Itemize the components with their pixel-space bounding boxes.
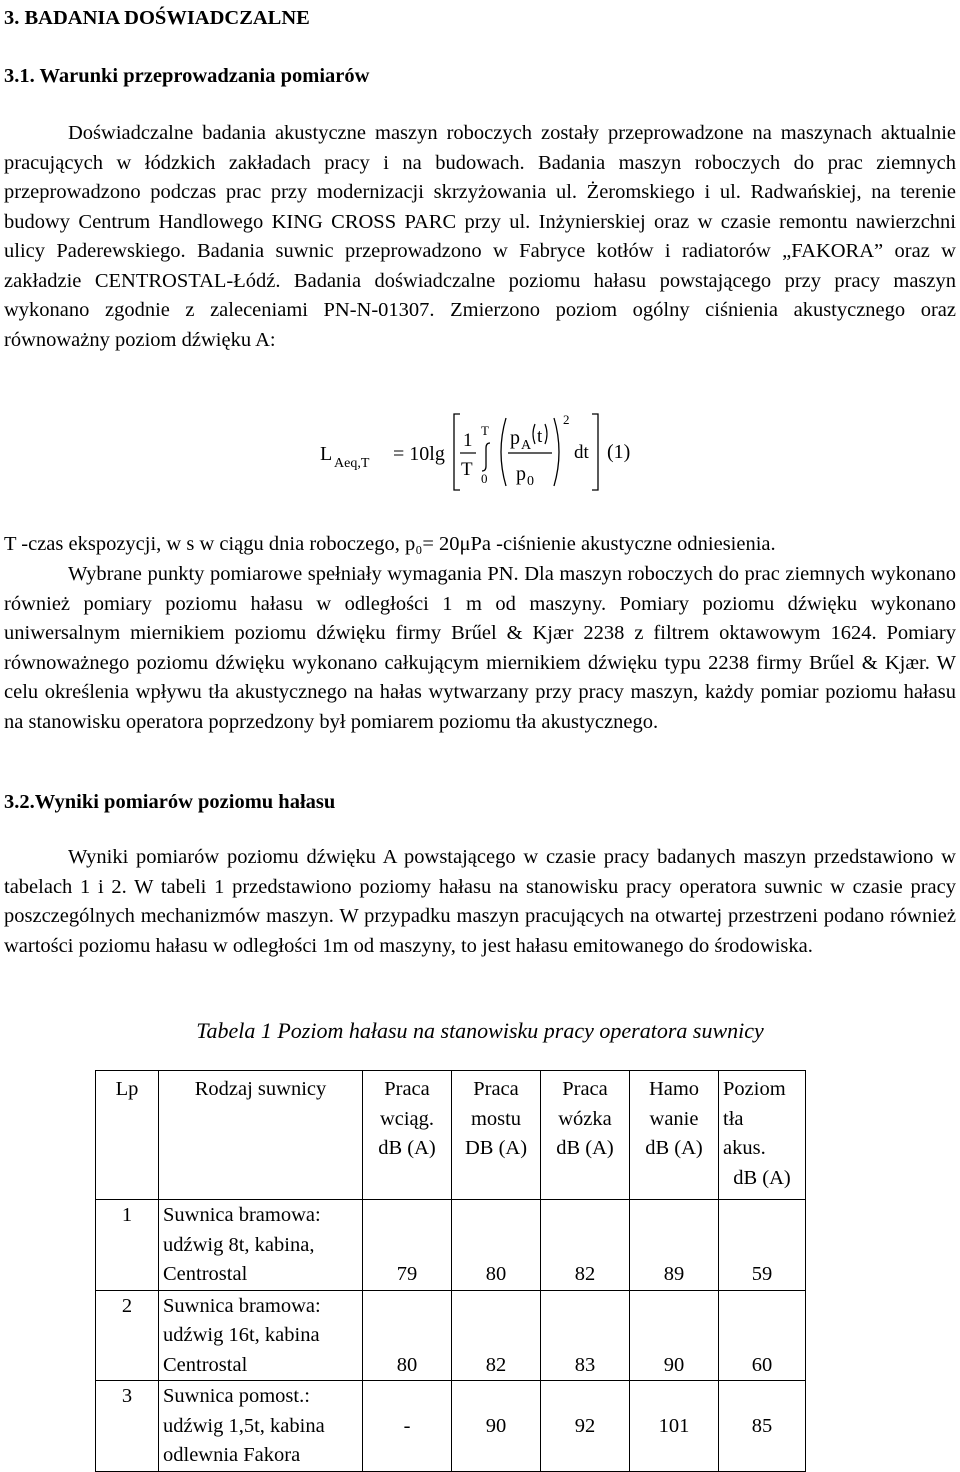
row-1-braking: 89 — [630, 1200, 719, 1291]
section-3-1-paragraph-1-block — [4, 119, 956, 355]
eq-pa-sub: A — [521, 438, 532, 453]
header-background-line-1: Poziom — [723, 1078, 786, 1100]
eq-exponent: 2 — [563, 412, 570, 427]
eq-p0-main: p — [516, 463, 526, 485]
row-3-braking: 101 — [630, 1381, 719, 1472]
eq-frac-den: T — [461, 459, 473, 480]
integral-sign-icon — [482, 443, 490, 471]
table-row — [96, 1381, 806, 1472]
header-background-line-2: tła — [723, 1107, 744, 1130]
row-1-name-line-1: Suwnica bramowa: — [163, 1204, 321, 1226]
row-3-trolley: 92 — [541, 1381, 630, 1472]
row-2-name-line-2: udźwig 16t, kabina — [163, 1324, 320, 1346]
table-header-row — [96, 1071, 806, 1200]
row-3-lp: 3 — [96, 1381, 159, 1472]
row-3-name-line-1: Suwnica pomost.: — [163, 1385, 310, 1407]
section-3-1-paragraph-2-block — [4, 560, 956, 737]
row-2-background: 60 — [719, 1290, 806, 1381]
equation-svg — [320, 408, 660, 494]
eq-left-paren — [501, 418, 506, 486]
section-3-2-paragraph-block — [4, 843, 956, 961]
section-3-1-paragraph-2: Wybrane punkty pomiarowe spełniały wymagania PN. Dla maszyn roboczych do prac ziemnych wykonano również pomiary poziomu hałasu w odległości 1 m od maszyny. Pomiary poziomu dźwięku wykonano uniwersalnym miernikiem poziomu dźwięku firmy Brűel & Kjær 2238 z filtrem oktawowym 1624. Pomiary równoważnego poziomu dźwięku wykonano całkującym miernikiem dźwięku typu 2238 firmy Brűel & Kjær. W celu określenia wpływu tła akustycznego na hałas wytwarzany przy pracy maszyn, każdy pomiar poziomu hałasu na stanowisku operatora poprzedzony był pomiarem poziomu tła akustycznego. — [4, 563, 956, 733]
eq-right-bracket — [592, 414, 598, 490]
header-type — [159, 1071, 363, 1200]
section-3-2-paragraph: Wyniki pomiarów poziomu dźwięku A powstającego w czasie pracy badanych maszyn przedstawiono w tabelach 1 i 2. W tabeli 1 przedstawiono poziomy hałasu na stanowisku pracy operatora suwnic w czasie pracy poszczególnych mechanizmów maszyn. W przypadku maszyn pracujących na otwartej przestrzeni podano również wartości poziomu hałasu w odległości 1m od maszyny, to jest hałasu emitowanego do środowiska. — [4, 846, 956, 957]
header-bridge-line-3: DB (A) — [464, 1137, 528, 1159]
table-row — [96, 1200, 806, 1291]
header-braking-line-1: Hamo — [648, 1078, 700, 1100]
header-lp — [96, 1071, 159, 1200]
row-1-trolley: 82 — [541, 1200, 630, 1291]
header-bridge-line-1: Praca — [473, 1078, 519, 1100]
row-2-name-line-3: Centrostal — [163, 1353, 248, 1376]
header-type-line-1: Rodzaj suwnicy — [194, 1078, 327, 1100]
row-1-lp: 1 — [96, 1200, 159, 1291]
section-3-2-heading: 3.2.Wyniki pomiarów poziomu hałasu — [4, 791, 336, 813]
header-hoist-line-2: wciąg. — [379, 1107, 435, 1130]
eq-dt: dt — [574, 442, 589, 463]
eq-lhs-sub: Aeq,T — [334, 456, 370, 471]
row-1-name — [159, 1200, 363, 1291]
eq-arg-lparen — [533, 424, 535, 444]
eq-pa-main: p — [510, 427, 520, 449]
header-hoist-line-1: Praca — [384, 1078, 430, 1100]
header-hoist — [363, 1071, 452, 1200]
section-3-2-heading-block — [4, 788, 956, 818]
table-row — [96, 1290, 806, 1381]
row-3-background: 85 — [719, 1381, 806, 1472]
row-1-hoist: 79 — [363, 1200, 452, 1291]
header-background-line-4: dB (A) — [733, 1166, 791, 1189]
formula-explanation-block — [4, 530, 956, 560]
row-2-name-line-1: Suwnica bramowa: — [163, 1294, 321, 1317]
eq-int-lower: 0 — [481, 471, 488, 486]
table-1-caption: Tabela 1 Poziom hałasu na stanowisku pracy operatora suwnicy — [196, 1018, 764, 1043]
row-1-name-line-3: Centrostal — [163, 1263, 248, 1285]
eq-number: (1) — [607, 441, 631, 463]
header-lp-line-1: Lp — [115, 1078, 139, 1100]
eq-right-paren — [554, 418, 559, 486]
section-3-1-heading-block — [4, 62, 956, 92]
header-bridge-line-2: mostu — [470, 1107, 522, 1130]
row-1-bridge: 80 — [452, 1200, 541, 1291]
row-2-hoist: 80 — [363, 1290, 452, 1381]
section-3-1-heading: 3.1. Warunki przeprowadzania pomiarów — [4, 65, 370, 87]
eq-left-bracket — [454, 414, 460, 490]
eq-lhs-main: L — [320, 443, 333, 465]
eq-pa-arg: t — [537, 426, 543, 447]
eq-arg-rparen — [545, 424, 547, 444]
row-2-name — [159, 1290, 363, 1381]
eq-frac-num: 1 — [463, 430, 473, 451]
header-bridge — [452, 1071, 541, 1200]
row-2-lp: 2 — [96, 1290, 159, 1381]
section-3-heading-block — [4, 4, 956, 34]
table-1 — [95, 1070, 806, 1472]
header-trolley-line-3: dB (A) — [556, 1137, 614, 1159]
row-3-bridge: 90 — [452, 1381, 541, 1472]
header-trolley-line-1: Praca — [562, 1078, 608, 1100]
header-braking — [630, 1071, 719, 1200]
row-1-background: 59 — [719, 1200, 806, 1291]
equation-leq — [320, 408, 660, 494]
eq-ten-lg: = 10lg — [393, 443, 445, 465]
header-background-line-3: akus. — [723, 1137, 766, 1159]
row-3-name — [159, 1381, 363, 1472]
header-braking-line-2: wanie — [649, 1107, 699, 1130]
row-3-name-line-3: odlewnia Fakora — [163, 1444, 301, 1466]
row-1-name-line-2: udźwig 8t, kabina, — [163, 1233, 315, 1256]
row-2-braking: 90 — [630, 1290, 719, 1381]
header-trolley-line-2: wózka — [558, 1107, 612, 1130]
row-3-hoist: - — [363, 1381, 452, 1472]
row-3-name-line-2: udźwig 1,5t, kabina — [163, 1414, 325, 1437]
section-3-1-paragraph-1: Doświadczalne badania akustyczne maszyn roboczych zostały przeprowadzone na maszynach aktualnie pracujących w łódzkich zakładach pracy i na budowach. Badania maszyn roboczych do prac ziemnych przeprowadzono podczas prac przy modernizacji skrzyżowania ul. Żeromskiego i ul. Radwańskiej, na terenie budowy Centrum Handlowego KING CROSS PARC przy ul. Inżynierskiej oraz w czasie remontu nawierzchni ulicy Paderewskiego. Badania suwnic przeprowadzono w Fabryce kotłów i radiatorów „FAKORA” oraz w zakładzie CENTROSTAL-Łódź. Badania doświadczalne poziomu hałasu powstającego przy pracy maszyn wykonano zgodnie z zaleceniami PN-N-01307. Zmierzono poziom ogólny ciśnienia akustycznego oraz równoważny poziom dźwięku A: — [4, 122, 956, 351]
eq-int-upper: T — [481, 423, 489, 438]
eq-p0-sub: 0 — [527, 474, 534, 489]
section-3-heading: 3. BADANIA DOŚWIADCZALNE — [4, 7, 310, 29]
row-2-bridge: 82 — [452, 1290, 541, 1381]
header-braking-line-3: dB (A) — [645, 1137, 703, 1159]
header-hoist-line-3: dB (A) — [378, 1137, 436, 1159]
header-trolley — [541, 1071, 630, 1200]
formula-explanation: T -czas ekspozycji, w s w ciągu dnia roboczego, p₀= 20μPa -ciśnienie akustyczne odniesienia. — [4, 533, 776, 555]
header-background — [719, 1071, 806, 1200]
row-2-trolley: 83 — [541, 1290, 630, 1381]
